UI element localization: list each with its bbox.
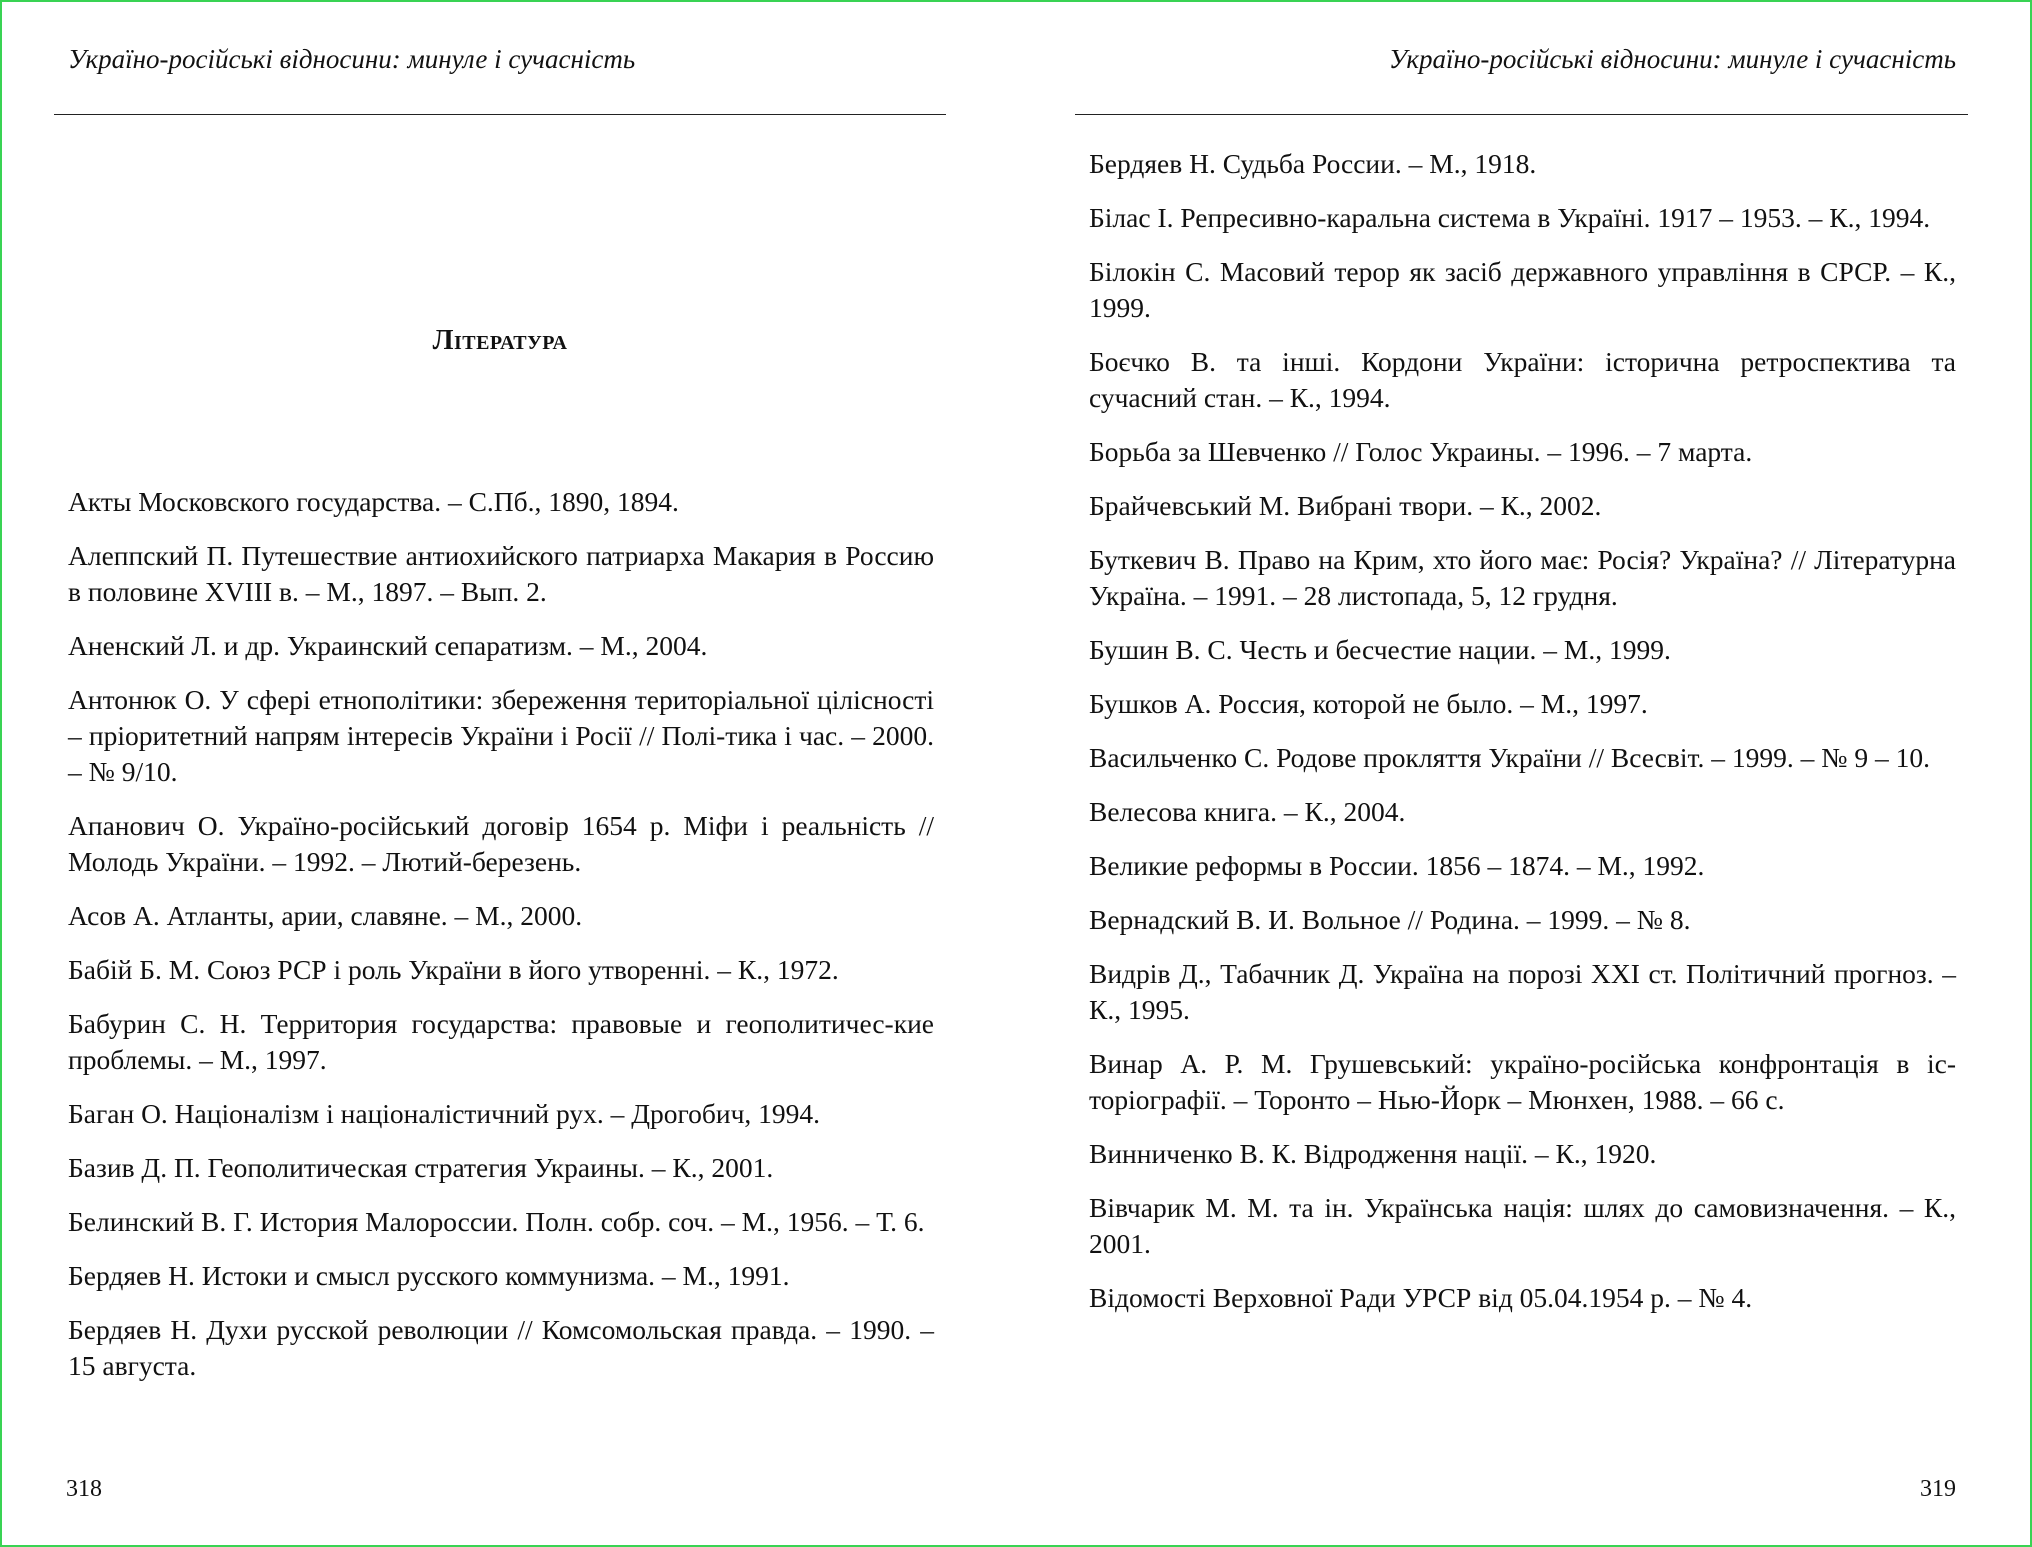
bibliography-entry: Бабій Б. М. Союз РСР і роль України в його утворенні. – К., 1972.	[68, 954, 839, 985]
running-head-right: Україно-російські відносини: минуле і сучасність	[1388, 44, 1956, 74]
bibliography-list-left	[68, 484, 934, 1402]
bibliography-list-right	[1089, 146, 1956, 1334]
bibliography-entry: Вівчарик М. М. та ін. Українська нація: шлях до самовизначення. – К., 2001.	[1089, 1192, 1956, 1259]
bibliography-entry: Бердяев Н. Истоки и смысл русского коммунизма. – М., 1991.	[68, 1260, 790, 1291]
bibliography-entry: Базив Д. П. Геополитическая стратегия Украины. – К., 2001.	[68, 1152, 774, 1183]
bibliography-entry: Видрів Д., Табачник Д. Україна на порозі XXI ст. Політичний прогноз. – К., 1995.	[1089, 958, 1956, 1025]
running-head-left: Україно-російські відносини: минуле і сучасність	[68, 44, 636, 74]
bibliography-entry: Баган О. Націоналізм і націоналістичний рух. – Дрогобич, 1994.	[68, 1098, 821, 1129]
page-number-right: 319	[1920, 1476, 1956, 1502]
bibliography-entry: Боєчко В. та інші. Кордони України: історична ретроспектива та сучасний стан. – К., 1994.	[1089, 346, 1956, 413]
bibliography-entry: Алеппский П. Путешествие антиохийского патриарха Макария в Россию в половине XVIII в. – М., 1897. – Вып. 2.	[68, 540, 934, 607]
right-page	[1075, 2, 1968, 1545]
bibliography-entry: Великие реформы в России. 1856 – 1874. – М., 1992.	[1089, 850, 1705, 881]
bibliography-entry: Антонюк О. У сфері етнополітики: збереження територіальної цілісності – пріоритетний напрям інтересів України і Росії // Полі-тика і час. – 2000. – № 9/10.	[68, 684, 934, 787]
bibliography-entry: Відомості Верховної Ради УРСР від 05.04.1954 р. – № 4.	[1089, 1282, 1753, 1313]
bibliography-entry: Бердяев Н. Судьба России. – М., 1918.	[1089, 148, 1537, 179]
bibliography-entry: Бабурин С. Н. Территория государства: правовые и геополитичес-кие проблемы. – М., 1997.	[68, 1008, 934, 1075]
bibliography-entry: Винар А. Р. М. Грушевський: україно-російська конфронтація в іс-торіографії. – Торонто – Нью-Йорк – Мюнхен, 1988. – 66 с.	[1089, 1048, 1956, 1115]
bibliography-entry: Вернадский В. И. Вольное // Родина. – 1999. – № 8.	[1089, 904, 1691, 935]
bibliography-entry: Васильченко С. Родове прокляття України // Всесвіт. – 1999. – № 9 – 10.	[1089, 742, 1930, 773]
bibliography-entry: Бушков А. Россия, которой не было. – М., 1997.	[1089, 688, 1648, 719]
bibliography-entry: Велесова книга. – К., 2004.	[1089, 796, 1406, 827]
section-title: Література	[432, 325, 568, 356]
bibliography-entry: Брайчевський М. Вибрані твори. – К., 2002.	[1089, 490, 1602, 521]
header-rule-left	[54, 114, 946, 115]
bibliography-entry: Белинский В. Г. История Малороссии. Полн. собр. соч. – М., 1956. – Т. 6.	[68, 1206, 925, 1237]
bibliography-entry: Борьба за Шевченко // Голос Украины. – 1996. – 7 марта.	[1089, 436, 1753, 467]
bibliography-entry: Білас І. Репресивно-каральна система в Україні. 1917 – 1953. – К., 1994.	[1089, 202, 1931, 233]
bibliography-entry: Акты Московского государства. – С.Пб., 1890, 1894.	[68, 486, 679, 517]
bibliography-entry: Білокін С. Масовий терор як засіб державного управління в СРСР. – К., 1999.	[1089, 256, 1956, 323]
bibliography-entry: Винниченко В. К. Відродження нації. – К., 1920.	[1089, 1138, 1657, 1169]
left-page	[54, 2, 946, 1545]
bibliography-entry: Аненский Л. и др. Украинский сепаратизм. – М., 2004.	[68, 630, 708, 661]
bibliography-entry: Бердяев Н. Духи русской революции // Комсомольская правда. – 1990. – 15 августа.	[68, 1314, 934, 1381]
page-number-left: 318	[66, 1476, 102, 1502]
bibliography-entry: Апанович О. Україно-російський договір 1654 р. Міфи і реальність // Молодь України. – 1992. – Лютий-березень.	[68, 810, 934, 877]
bibliography-entry: Бушин В. С. Честь и бесчестие нации. – М., 1999.	[1089, 634, 1671, 665]
header-rule-right	[1075, 114, 1968, 115]
bibliography-entry: Асов А. Атланты, арии, славяне. – М., 2000.	[68, 900, 583, 931]
bibliography-entry: Буткевич В. Право на Крим, хто його має: Росія? Україна? // Літературна Україна. – 1991. – 28 листопада, 5, 12 грудня.	[1089, 544, 1956, 611]
